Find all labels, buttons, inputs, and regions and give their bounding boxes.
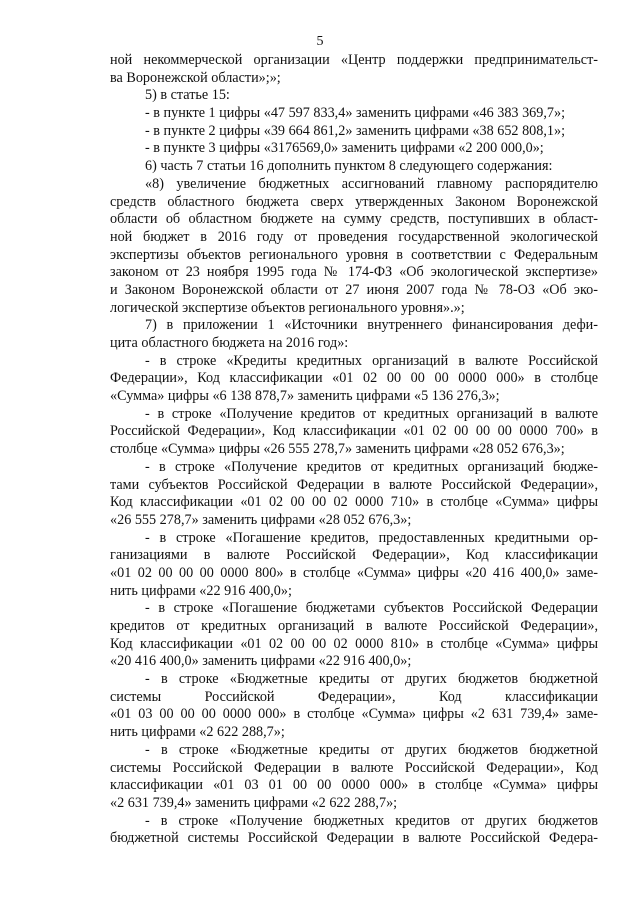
text-line: - в строке «Получение кредитов от кредитных организаций в валюте bbox=[145, 405, 598, 422]
text-line: - в пункте 1 цифры «47 597 833,4» заменить цифрами «46 383 369,7»; bbox=[145, 105, 566, 122]
text-line: бюджетной системы Российской Федерации в валюте Российской Федера- bbox=[110, 830, 598, 847]
text-line: - в строке «Бюджетные кредиты от других бюджетов бюджетной bbox=[145, 741, 598, 758]
text-line: - в пункте 3 цифры «3176569,0» заменить цифрами «2 200 000,0»; bbox=[145, 140, 544, 157]
text-line: «8) увеличение бюджетных ассигнований главному распорядителю bbox=[145, 175, 598, 192]
text-line: Федерации», Код классификации «01 02 00 00 00 0000 000» в столбце bbox=[110, 370, 598, 387]
text-line: системы Российской Федерации в валюте Российской Федерации», Код bbox=[110, 759, 598, 776]
text-line: - в пункте 2 цифры «39 664 861,2» заменить цифрами «38 652 808,1»; bbox=[145, 122, 566, 139]
text-line: ной некоммерческой организации «Центр поддержки предпринимательст- bbox=[110, 52, 598, 68]
text-line: - в строке «Погашение кредитов, предоставленных кредитными ор- bbox=[145, 529, 598, 546]
text-line: и Законом Воронежской области от 27 июня 2007 года № 78-ОЗ «Об эко- bbox=[110, 281, 598, 298]
document-body bbox=[110, 52, 598, 848]
text-line: Код классификации «01 02 00 00 02 0000 710» в столбце «Сумма» цифры bbox=[110, 494, 598, 511]
text-line: ганизациями в валюте Российской Федерации», Код классификации bbox=[110, 547, 598, 564]
text-line: цита областного бюджета на 2016 год»: bbox=[110, 335, 349, 351]
text-line: законом от 23 ноября 1995 года № 174-ФЗ «Об экологической экспертизе» bbox=[110, 264, 598, 281]
text-line: ва Воронежской области»;»; bbox=[110, 69, 281, 86]
text-line: нить цифрами «2 622 288,7»; bbox=[110, 724, 285, 741]
text-line: экспертизы объектов регионального уровня в соответствии с Федеральным bbox=[110, 246, 598, 263]
text-line: «01 03 00 00 00 0000 000» в столбце «Сумма» цифры «2 631 739,4» заме- bbox=[110, 706, 598, 723]
text-line: ной бюджет в 2016 году от проведения государственной экологической bbox=[110, 228, 598, 245]
text-line: Код классификации «01 02 00 00 02 0000 810» в столбце «Сумма» цифры bbox=[110, 635, 598, 652]
text-line: - в строке «Получение бюджетных кредитов от других бюджетов bbox=[145, 812, 598, 829]
text-line: нить цифрами «22 916 400,0»; bbox=[110, 582, 292, 599]
text-line: Российской Федерации», Код классификации «01 02 00 00 00 0000 700» в bbox=[110, 423, 598, 440]
text-line: 7) в приложении 1 «Источники внутреннего финансирования дефи- bbox=[145, 317, 598, 334]
text-line: «26 555 278,7» заменить цифрами «28 052 676,3»; bbox=[110, 511, 412, 528]
text-line: классификации «01 03 01 00 00 0000 000» в столбце «Сумма» цифры bbox=[110, 777, 598, 794]
text-line: 6) часть 7 статьи 16 дополнить пунктом 8 следующего содержания: bbox=[145, 158, 553, 175]
text-line: - в строке «Погашение бюджетами субъектов Российской Федерации bbox=[145, 600, 598, 617]
text-line: «01 02 00 00 00 0000 800» в столбце «Сумма» цифры «20 416 400,0» заме- bbox=[110, 564, 598, 581]
text-line: - в строке «Получение кредитов от кредитных организаций бюдже- bbox=[145, 458, 598, 475]
page-number: 5 bbox=[316, 34, 324, 49]
text-line: области об областном бюджете на сумму средств, поступивших в област- bbox=[110, 211, 598, 228]
text-line: тами субъектов Российской Федерации в валюте Российской Федерации», bbox=[110, 476, 598, 493]
text-line: - в строке «Кредиты кредитных организаций в валюте Российской bbox=[145, 352, 598, 369]
text-line: логической экспертизе объектов регионального уровня».»; bbox=[110, 299, 465, 316]
text-line: «2 631 739,4» заменить цифрами «2 622 288,7»; bbox=[110, 794, 398, 811]
text-line: системы Российской Федерации», Код классификации bbox=[110, 688, 598, 705]
text-line: кредитов от кредитных организаций в валюте Российской Федерации», bbox=[110, 618, 598, 634]
text-line: «20 416 400,0» заменить цифрами «22 916 400,0»; bbox=[110, 653, 412, 670]
text-line: столбце «Сумма» цифры «26 555 278,7» заменить цифрами «28 052 676,3»; bbox=[110, 441, 565, 458]
text-line: 5) в статье 15: bbox=[145, 87, 230, 104]
text-line: - в строке «Бюджетные кредиты от других бюджетов бюджетной bbox=[145, 671, 598, 688]
text-line: «Сумма» цифры «6 138 878,7» заменить цифрами «5 136 276,3»; bbox=[110, 388, 500, 405]
text-line: средств областного бюджета сверх утвержденных Законом Воронежской bbox=[110, 193, 598, 210]
